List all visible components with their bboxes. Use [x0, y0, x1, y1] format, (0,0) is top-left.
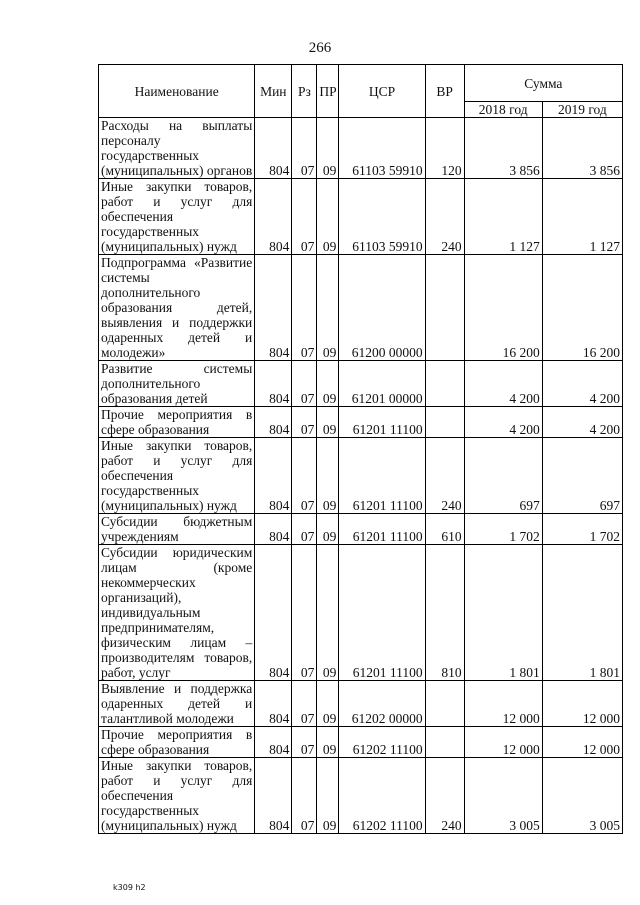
row-name: Развитие системы дополнительного образования детей [99, 361, 255, 407]
row-min: 804 [255, 545, 292, 681]
row-sum-2018: 12 000 [464, 681, 542, 727]
row-csr: 61103 59910 [339, 179, 425, 255]
row-vr: 120 [425, 118, 464, 179]
row-csr: 61201 11100 [339, 545, 425, 681]
row-sum-2018: 16 200 [464, 255, 542, 361]
row-rz: 07 [292, 438, 317, 514]
row-rz: 07 [292, 545, 317, 681]
row-csr: 61201 11100 [339, 407, 425, 438]
row-sum-2019: 697 [542, 438, 622, 514]
row-pr: 09 [317, 361, 339, 407]
row-sum-2019: 12 000 [542, 727, 622, 758]
row-min: 804 [255, 514, 292, 545]
page-number: 266 [308, 40, 332, 56]
row-vr: 240 [425, 179, 464, 255]
budget-table [98, 64, 623, 834]
header-rz: Рз [292, 65, 317, 118]
row-name: Подпрограмма «Развитие системы дополнительного образования детей, выявления и поддержки одаренных детей и молодежи» [99, 255, 255, 361]
table-row [99, 545, 623, 681]
row-sum-2018: 4 200 [464, 407, 542, 438]
table-row [99, 118, 623, 179]
header-vr: ВР [425, 65, 464, 118]
row-csr: 61201 11100 [339, 438, 425, 514]
row-sum-2019: 12 000 [542, 681, 622, 727]
row-vr [425, 361, 464, 407]
row-csr: 61202 00000 [339, 681, 425, 727]
row-name: Прочие мероприятия в сфере образования [99, 727, 255, 758]
row-csr: 61202 11100 [339, 727, 425, 758]
header-min: Мин [255, 65, 292, 118]
row-name: Расходы на выплаты персоналу государственных (муниципальных) органов [99, 118, 255, 179]
row-min: 804 [255, 438, 292, 514]
row-name: Иные закупки товаров, работ и услуг для обеспечения государственных (муниципальных) нужд [99, 758, 255, 834]
row-sum-2018: 1 702 [464, 514, 542, 545]
row-sum-2019: 1 702 [542, 514, 622, 545]
row-sum-2019: 1 127 [542, 179, 622, 255]
table-row [99, 407, 623, 438]
row-sum-2018: 697 [464, 438, 542, 514]
table-row [99, 255, 623, 361]
row-rz: 07 [292, 361, 317, 407]
row-name: Прочие мероприятия в сфере образования [99, 407, 255, 438]
row-rz: 07 [292, 514, 317, 545]
row-sum-2018: 3 005 [464, 758, 542, 834]
table-row [99, 727, 623, 758]
row-vr: 240 [425, 438, 464, 514]
row-csr: 61201 00000 [339, 361, 425, 407]
row-pr: 09 [317, 118, 339, 179]
row-sum-2018: 12 000 [464, 727, 542, 758]
row-vr [425, 727, 464, 758]
row-sum-2019: 3 856 [542, 118, 622, 179]
row-sum-2018: 3 856 [464, 118, 542, 179]
header-name: Наименование [99, 65, 255, 118]
header-csr: ЦСР [339, 65, 425, 118]
row-rz: 07 [292, 179, 317, 255]
row-min: 804 [255, 179, 292, 255]
row-rz: 07 [292, 758, 317, 834]
row-pr: 09 [317, 727, 339, 758]
header-sum: Сумма [464, 65, 622, 102]
row-rz: 07 [292, 255, 317, 361]
header-pr: ПР [317, 65, 339, 118]
row-pr: 09 [317, 438, 339, 514]
row-vr: 610 [425, 514, 464, 545]
row-pr: 09 [317, 255, 339, 361]
row-min: 804 [255, 407, 292, 438]
table-row [99, 438, 623, 514]
row-sum-2019: 1 801 [542, 545, 622, 681]
row-min: 804 [255, 118, 292, 179]
row-vr [425, 255, 464, 361]
row-pr: 09 [317, 514, 339, 545]
row-csr: 61103 59910 [339, 118, 425, 179]
row-min: 804 [255, 681, 292, 727]
row-pr: 09 [317, 407, 339, 438]
row-csr: 61200 00000 [339, 255, 425, 361]
row-name: Субсидии бюджетным учреждениям [99, 514, 255, 545]
row-pr: 09 [317, 179, 339, 255]
row-sum-2019: 4 200 [542, 361, 622, 407]
header-year-2019: 2019 год [542, 102, 622, 118]
row-name: Субсидии юридическим лицам (кроме некоммерческих организаций), индивидуальным предпринимателям, физическим лицам – производителям товаров, работ, услуг [99, 545, 255, 681]
header-row [99, 65, 623, 102]
row-min: 804 [255, 255, 292, 361]
row-sum-2018: 4 200 [464, 361, 542, 407]
row-sum-2018: 1 801 [464, 545, 542, 681]
row-sum-2018: 1 127 [464, 179, 542, 255]
footer-code: k309 h2 [113, 883, 146, 892]
row-pr: 09 [317, 681, 339, 727]
row-csr: 61201 11100 [339, 514, 425, 545]
row-csr: 61202 11100 [339, 758, 425, 834]
row-sum-2019: 3 005 [542, 758, 622, 834]
row-min: 804 [255, 361, 292, 407]
row-rz: 07 [292, 681, 317, 727]
table-row [99, 681, 623, 727]
row-sum-2019: 16 200 [542, 255, 622, 361]
row-min: 804 [255, 727, 292, 758]
row-rz: 07 [292, 407, 317, 438]
row-vr: 810 [425, 545, 464, 681]
row-pr: 09 [317, 545, 339, 681]
table-row [99, 758, 623, 834]
row-vr [425, 407, 464, 438]
table-row [99, 179, 623, 255]
row-pr: 09 [317, 758, 339, 834]
row-vr [425, 681, 464, 727]
table-row [99, 361, 623, 407]
row-rz: 07 [292, 727, 317, 758]
row-min: 804 [255, 758, 292, 834]
table-row [99, 514, 623, 545]
row-vr: 240 [425, 758, 464, 834]
row-sum-2019: 4 200 [542, 407, 622, 438]
row-name: Выявление и поддержка одаренных детей и талантливой молодежи [99, 681, 255, 727]
row-name: Иные закупки товаров, работ и услуг для обеспечения государственных (муниципальных) нужд [99, 179, 255, 255]
row-name: Иные закупки товаров, работ и услуг для обеспечения государственных (муниципальных) нужд [99, 438, 255, 514]
header-year-2018: 2018 год [464, 102, 542, 118]
row-rz: 07 [292, 118, 317, 179]
